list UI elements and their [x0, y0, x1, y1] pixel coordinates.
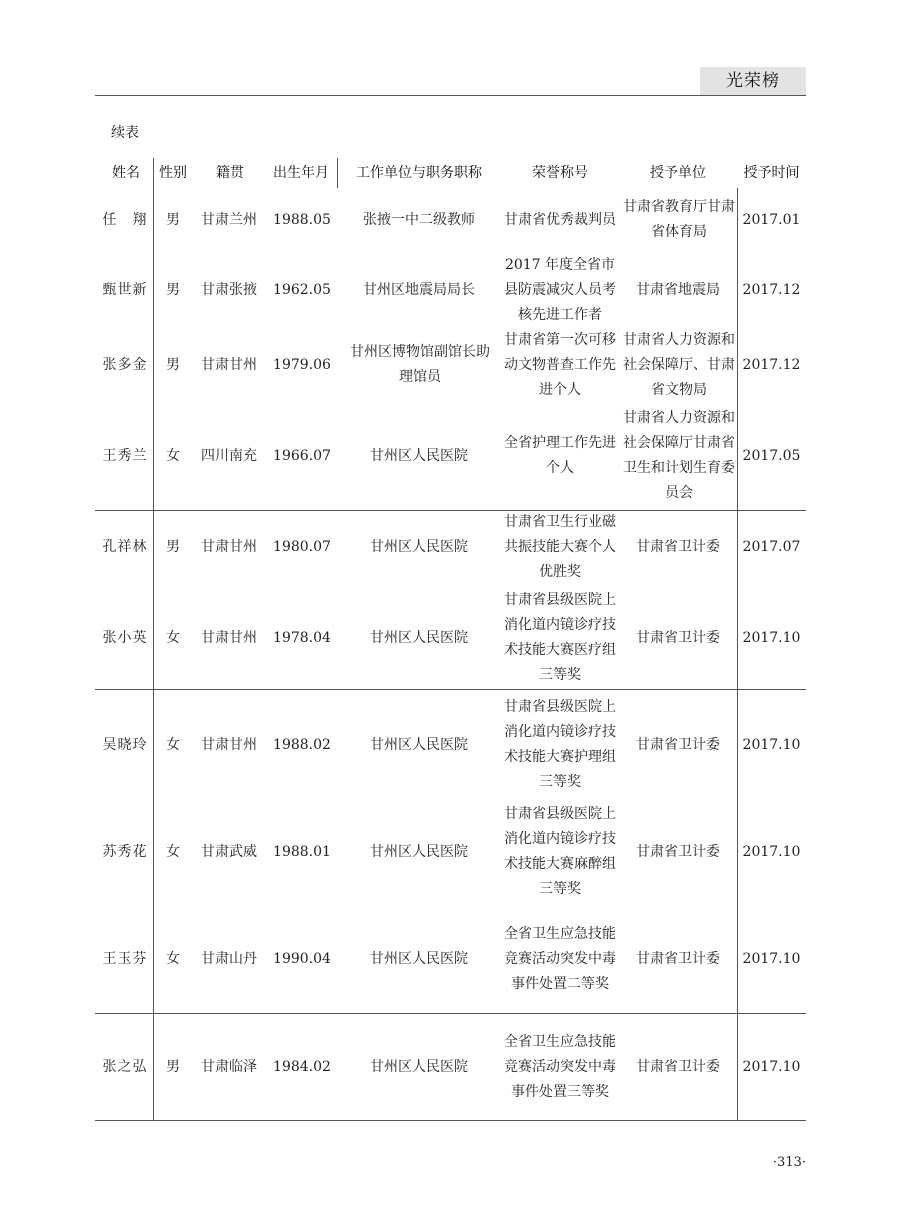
cell-grantor: 甘肃省卫计委 — [636, 843, 720, 860]
cell-honor: 甘肃省县级医院上消化道内镜诊疗技术技能大赛护理组三等奖 — [504, 699, 616, 790]
cell-workplace: 甘州区人民医院 — [370, 538, 468, 555]
cell-name: 苏秀花 — [102, 843, 148, 860]
cell-birth: 1962.05 — [273, 281, 331, 298]
header-grantor: 授予单位 — [650, 165, 706, 181]
cell-name: 张之弘 — [102, 1058, 148, 1075]
header-name: 姓名 — [112, 165, 140, 181]
cell-date: 2017.05 — [742, 447, 801, 464]
cell-name: 吴晓玲 — [102, 736, 148, 753]
cell-date: 2017.01 — [742, 211, 801, 228]
cell-honor: 全省卫生应急技能竞赛活动突发中毒事件处置三等奖 — [504, 1033, 616, 1100]
cell-grantor: 甘肃省人力资源和社会保障厅甘肃省卫生和计划生育委员会 — [623, 410, 735, 501]
cell-birth: 1979.06 — [273, 356, 331, 373]
cell-date: 2017.10 — [742, 629, 801, 646]
cell-origin: 甘肃张掖 — [201, 281, 257, 298]
cell-gender: 男 — [166, 211, 180, 228]
cell-name: 甄世新 — [102, 281, 148, 298]
cell-origin: 四川南充 — [201, 447, 257, 464]
cell-honor: 甘肃省县级医院上消化道内镜诊疗技术技能大赛医疗组三等奖 — [504, 592, 616, 683]
cell-gender: 男 — [166, 1058, 180, 1075]
cell-grantor: 甘肃省地震局 — [636, 281, 720, 298]
cell-origin: 甘肃临泽 — [201, 1058, 257, 1075]
cell-origin: 甘肃兰州 — [201, 211, 257, 228]
header-divider-2 — [337, 158, 338, 188]
cell-grantor: 甘肃省教育厅甘肃省体育局 — [623, 199, 735, 240]
cell-origin: 甘肃甘州 — [201, 538, 257, 555]
cell-honor: 2017 年度全省市县防震减灾人员考核先进工作者 — [504, 256, 616, 323]
cell-origin: 甘肃甘州 — [201, 736, 257, 753]
cell-honor: 甘肃省县级医院上消化道内镜诊疗技术技能大赛麻醉组三等奖 — [504, 806, 616, 897]
cell-origin: 甘肃武威 — [201, 843, 257, 860]
cell-birth: 1988.01 — [273, 843, 331, 860]
cell-name: 孔祥林 — [102, 538, 148, 555]
cell-date: 2017.12 — [742, 356, 801, 373]
header-origin: 籍贯 — [216, 165, 244, 181]
cell-gender: 男 — [166, 356, 180, 373]
cell-workplace: 甘州区人民医院 — [370, 1058, 468, 1075]
cell-workplace: 甘州区人民医院 — [370, 843, 468, 860]
table-bottom-rule — [95, 1120, 806, 1121]
cell-gender: 女 — [166, 843, 180, 860]
cell-date: 2017.10 — [742, 1058, 801, 1075]
header-workplace: 工作单位与职务职称 — [356, 165, 482, 181]
cell-birth: 1988.05 — [273, 211, 331, 228]
cell-gender: 女 — [166, 950, 180, 967]
cell-workplace: 甘州区博物馆副馆长助理馆员 — [350, 344, 490, 385]
cell-name: 张多金 — [102, 356, 148, 373]
cell-honor: 甘肃省第一次可移动文物普查工作先进个人 — [504, 331, 616, 398]
cell-date: 2017.07 — [742, 538, 801, 555]
cell-grantor: 甘肃省卫计委 — [636, 538, 720, 555]
cell-gender: 女 — [166, 629, 180, 646]
cell-origin: 甘肃甘州 — [201, 629, 257, 646]
cell-workplace: 甘州区人民医院 — [370, 447, 468, 464]
cell-origin: 甘肃甘州 — [201, 356, 257, 373]
cell-workplace: 甘州区人民医院 — [370, 736, 468, 753]
cell-birth: 1984.02 — [273, 1058, 331, 1075]
cell-workplace: 张掖一中二级教师 — [363, 211, 475, 228]
page-number: ·313· — [772, 1155, 806, 1170]
cell-grantor: 甘肃省卫计委 — [636, 629, 720, 646]
header-rule — [95, 95, 806, 96]
cell-workplace: 甘州区人民医院 — [370, 950, 468, 967]
cell-workplace: 甘州区人民医院 — [370, 629, 468, 646]
cell-birth: 1980.07 — [273, 538, 331, 555]
cell-grantor: 甘肃省卫计委 — [636, 950, 720, 967]
cell-name: 王玉芬 — [102, 950, 148, 967]
header-birth: 出生年月 — [273, 165, 329, 181]
cell-name: 王秀兰 — [102, 447, 148, 464]
header-divider-1 — [153, 158, 154, 188]
cell-gender: 女 — [166, 736, 180, 753]
cell-workplace: 甘州区地震局局长 — [363, 281, 475, 298]
cell-name: 张小英 — [102, 629, 148, 646]
cell-honor: 甘肃省卫生行业磁共振技能大赛个人优胜奖 — [504, 513, 616, 580]
cell-honor: 全省护理工作先进个人 — [504, 435, 616, 476]
cell-date: 2017.12 — [742, 281, 801, 298]
cell-date: 2017.10 — [742, 736, 801, 753]
cell-name: 任 翔 — [102, 211, 148, 228]
cell-birth: 1988.02 — [273, 736, 331, 753]
cell-origin: 甘肃山丹 — [201, 950, 257, 967]
cell-gender: 女 — [166, 447, 180, 464]
cell-gender: 男 — [166, 281, 180, 298]
cell-date: 2017.10 — [742, 950, 801, 967]
cell-birth: 1978.04 — [273, 629, 331, 646]
section-title-tab: 光荣榜 — [700, 67, 806, 95]
cell-grantor: 甘肃省卫计委 — [636, 1058, 720, 1075]
cell-gender: 男 — [166, 538, 180, 555]
header-honor: 荣誉称号 — [532, 165, 588, 181]
table-continued-label: 续表 — [111, 125, 139, 141]
cell-grantor: 甘肃省卫计委 — [636, 736, 720, 753]
cell-birth: 1990.04 — [273, 950, 331, 967]
cell-date: 2017.10 — [742, 843, 801, 860]
header-gender: 性别 — [159, 165, 187, 181]
cell-grantor: 甘肃省人力资源和社会保障厅、甘肃省文物局 — [623, 331, 735, 398]
header-date: 授予时间 — [743, 165, 800, 181]
cell-honor: 甘肃省优秀裁判员 — [504, 211, 616, 228]
cell-birth: 1966.07 — [273, 447, 331, 464]
cell-honor: 全省卫生应急技能竞赛活动突发中毒事件处置二等奖 — [504, 925, 616, 992]
